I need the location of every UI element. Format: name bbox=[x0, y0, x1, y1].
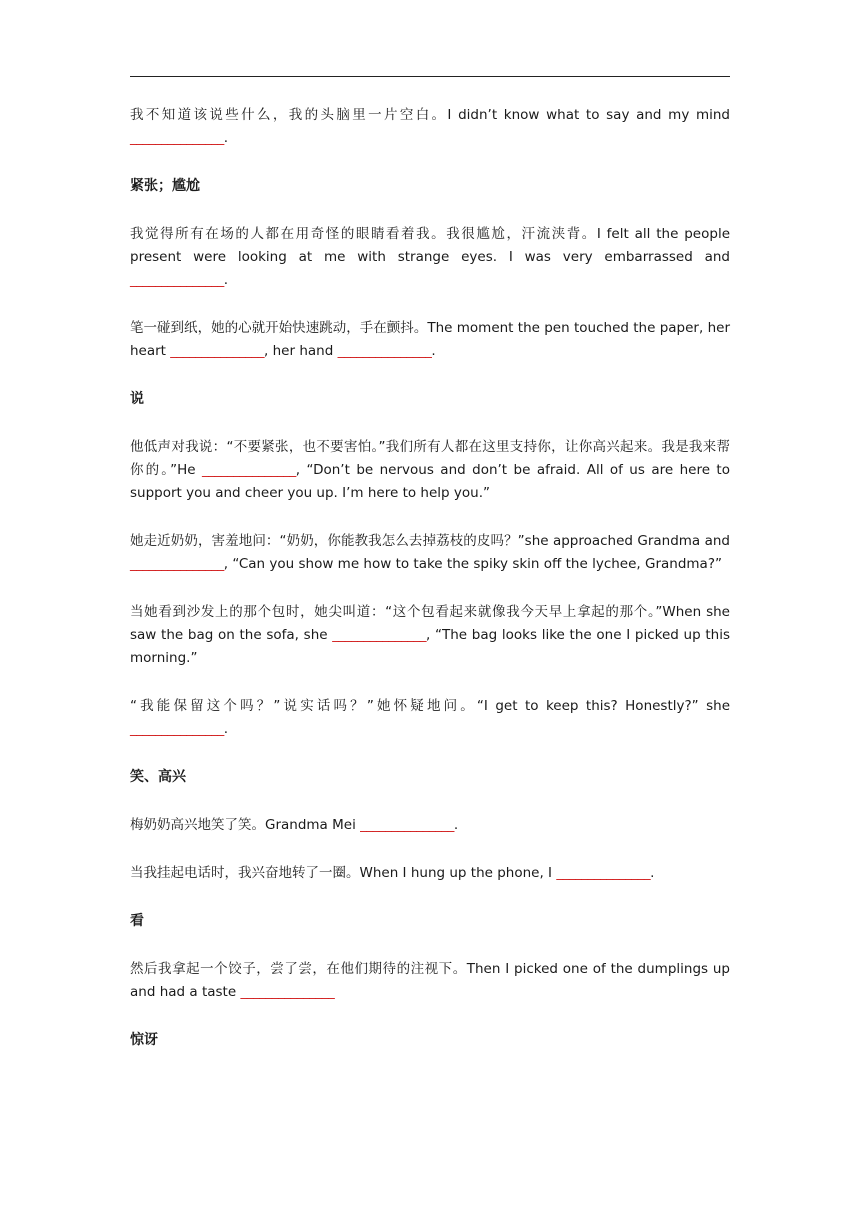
sentence-end: , “The bag looks like the one I picked up this morning.” bbox=[130, 627, 731, 666]
section-heading-nervous: 紧张；尴尬 bbox=[130, 178, 200, 194]
paragraph-pen-touched bbox=[130, 317, 730, 363]
sentence-end: . bbox=[431, 343, 436, 359]
section-heading-surprise: 惊讶 bbox=[130, 1032, 158, 1048]
fill-in-blank[interactable]: _______________ bbox=[240, 984, 335, 1000]
sentence-end: . bbox=[223, 272, 229, 288]
sentence-text: 梅奶奶高兴地笑了笑。Grandma Mei bbox=[130, 817, 361, 833]
paragraph-phone bbox=[130, 862, 730, 885]
fill-in-blank[interactable]: _______________ bbox=[130, 556, 224, 572]
sentence-text: 当她看到沙发上的那个包时，她尖叫道：“这个包看起来就像我今天早上拿起的那个。”When she saw the bag on the sofa, she bbox=[130, 604, 730, 643]
sentence-end: . bbox=[223, 721, 229, 737]
paragraph-mind-blank bbox=[130, 104, 730, 150]
paragraph-grandma-lychee bbox=[130, 530, 730, 576]
fill-in-blank[interactable]: _______________ bbox=[360, 817, 454, 833]
sentence-end: . bbox=[223, 130, 229, 146]
paragraph-keep-this bbox=[130, 695, 730, 741]
fill-in-blank[interactable]: _______________ bbox=[130, 130, 224, 146]
sentence-text: “我能保留这个吗？”说实话吗？”她怀疑地问。“I get to keep this? Honestly?” she bbox=[130, 698, 730, 714]
paragraph-bag-sofa bbox=[130, 601, 730, 670]
sentence-text: 我不知道该说些什么，我的头脑里一片空白。I didn’t know what to say and my mind bbox=[130, 107, 730, 123]
sentence-text: 我觉得所有在场的人都在用奇怪的眼睛看着我。我很尴尬，汗流浃背。I felt all the people present were looking at me with strange eyes. I was very embarrassed and bbox=[130, 226, 730, 265]
sentence-end: , “Can you show me how to take the spiky skin off the lychee, Grandma?” bbox=[223, 556, 722, 572]
sentence-text: 他低声对我说：“不要紧张，也不要害怕。”我们所有人都在这里支持你，让你高兴起来。我是我来帮你的。”He bbox=[130, 439, 730, 478]
paragraph-grandma-mei bbox=[130, 814, 730, 837]
sentence-end: . bbox=[650, 865, 655, 881]
document-body bbox=[130, 104, 730, 1077]
sentence-text: 她走近奶奶，害羞地问：“奶奶，你能教我怎么去掉荔枝的皮吗？”she approached Grandma and bbox=[130, 533, 730, 549]
sentence-text: 笔一碰到纸，她的心就开始快速跳动，手在颤抖。The moment the pen touched the paper, her heart bbox=[130, 320, 730, 359]
sentence-end: , “Don’t be nervous and don’t be afraid. All of us are here to support you and cheer you up. I’m here to help you.” bbox=[130, 462, 730, 501]
sentence-text: 当我挂起电话时，我兴奋地转了一圈。When I hung up the phone, I bbox=[130, 865, 557, 881]
fill-in-blank[interactable]: _______________ bbox=[130, 272, 224, 288]
paragraph-dumplings bbox=[130, 958, 730, 1004]
paragraph-embarrassed bbox=[130, 223, 730, 292]
section-heading-look: 看 bbox=[130, 913, 144, 929]
header-rule bbox=[130, 76, 730, 77]
fill-in-blank[interactable]: _______________ bbox=[556, 865, 651, 881]
section-heading-laugh: 笑、高兴 bbox=[130, 769, 186, 785]
sentence-mid: , her hand bbox=[264, 343, 338, 359]
paragraph-whisper bbox=[130, 436, 730, 505]
fill-in-blank[interactable]: _______________ bbox=[202, 462, 296, 478]
section-heading-say: 说 bbox=[130, 391, 144, 407]
sentence-end: . bbox=[453, 817, 459, 833]
fill-in-blank[interactable]: _______________ bbox=[337, 343, 432, 359]
document-page bbox=[130, 0, 730, 1216]
sentence-text: 然后我拿起一个饺子，尝了尝，在他们期待的注视下。Then I picked one of the dumplings up and had a taste bbox=[130, 961, 730, 1000]
fill-in-blank[interactable]: _______________ bbox=[332, 627, 427, 643]
fill-in-blank[interactable]: _______________ bbox=[130, 721, 224, 737]
fill-in-blank[interactable]: _______________ bbox=[170, 343, 265, 359]
